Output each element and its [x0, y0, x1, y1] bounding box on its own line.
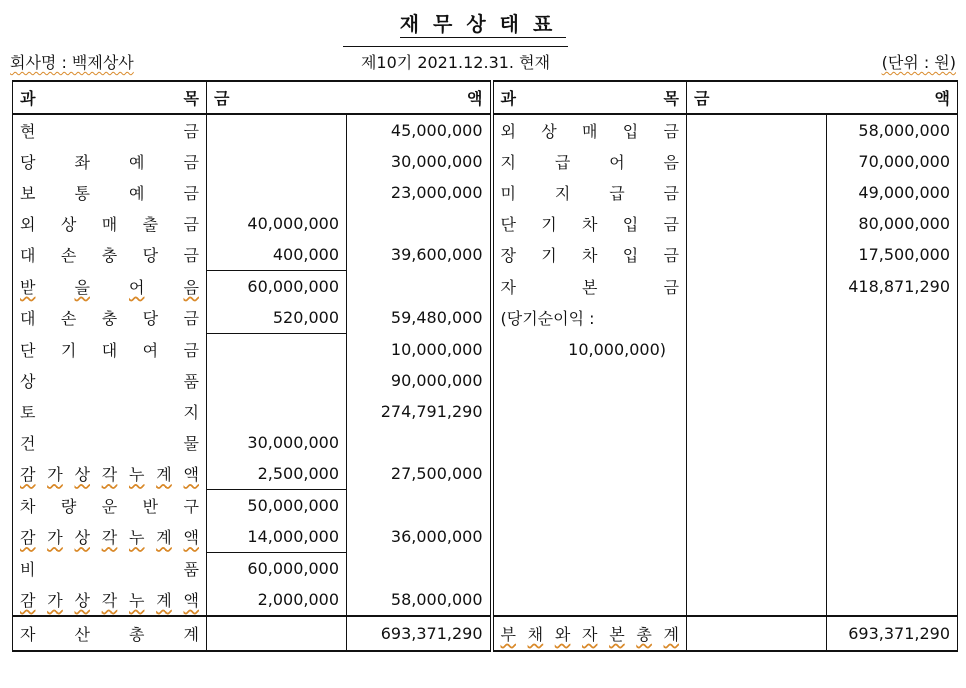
right-account-cell: [492, 553, 687, 585]
totals-row: [13, 616, 958, 651]
total-liab-equity-sub: [687, 616, 827, 651]
right-sub-amount: [687, 396, 827, 427]
left-amount: 10,000,000: [347, 334, 492, 366]
left-account-cell: 감 가 상 각 누 계 액: [13, 458, 207, 490]
right-amount: [827, 302, 958, 334]
left-account-cell: 보 통 예 금: [13, 177, 207, 208]
left-account-cell: 당 좌 예 금: [13, 146, 207, 177]
left-amount: 30,000,000: [347, 146, 492, 177]
right-account-cell: [492, 584, 687, 616]
document-title: 재무상태표: [399, 12, 567, 36]
table-row: [13, 584, 958, 616]
company-name: 회사명 : 백제상사: [10, 53, 134, 72]
right-sub-amount: [687, 553, 827, 585]
left-sub-amount: 520,000: [207, 302, 347, 334]
left-account-cell: 현 금: [13, 114, 207, 146]
table-row: [13, 458, 958, 490]
right-sub-amount: [687, 365, 827, 396]
left-sub-amount: [207, 177, 347, 208]
balance-sheet-table: [12, 80, 958, 652]
table-row: [13, 521, 958, 553]
right-amount: [827, 553, 958, 585]
total-assets-label: 자 산 총 계: [13, 616, 207, 651]
left-account-cell: 상 품: [13, 365, 207, 396]
left-amount: 59,480,000: [347, 302, 492, 334]
left-amount: 36,000,000: [347, 521, 492, 553]
left-amount: 23,000,000: [347, 177, 492, 208]
right-amount: [827, 396, 958, 427]
right-account-cell: 단 기 차 입 금: [492, 208, 687, 239]
right-sub-amount: [687, 302, 827, 334]
table-row: [13, 490, 958, 522]
left-account-cell: 감 가 상 각 누 계 액: [13, 521, 207, 553]
left-amount: [347, 208, 492, 239]
left-account-cell: 대 손 충 당 금: [13, 239, 207, 271]
left-account-cell: 단 기 대 여 금: [13, 334, 207, 366]
total-assets-amount: 693,371,290: [347, 616, 492, 651]
right-account-cell: [492, 458, 687, 490]
left-sub-amount: 60,000,000: [207, 271, 347, 303]
left-amount: 58,000,000: [347, 584, 492, 616]
right-amount: 418,871,290: [848, 276, 950, 296]
left-sub-amount: 2,500,000: [207, 458, 347, 490]
right-sub-amount: [687, 584, 827, 616]
right-account-cell: 미 지 급 금: [492, 177, 687, 208]
total-assets-sub: [207, 616, 347, 651]
left-account-cell: 건 물: [13, 427, 207, 458]
right-account-cell: 장 기 차 입 금: [492, 239, 687, 271]
right-account-cell: [492, 365, 687, 396]
left-sub-amount: 2,000,000: [207, 584, 347, 616]
header-amount-left-b: 액: [347, 81, 492, 114]
unit-label: (단위 : 원): [881, 53, 956, 72]
right-amount: 49,000,000: [858, 183, 950, 202]
net-income-note: (당기순이익 :: [500, 309, 595, 329]
left-amount: 27,500,000: [347, 458, 492, 490]
header-amount-right-b: 액: [827, 81, 958, 114]
right-sub-amount: [687, 177, 827, 208]
left-sub-amount: [207, 365, 347, 396]
left-sub-amount: [207, 334, 347, 366]
total-liab-equity-amount: 693,371,290: [827, 616, 958, 651]
left-amount: 274,791,290: [347, 396, 492, 427]
right-account-cell: 지 급 어 음: [492, 146, 687, 177]
left-account-cell: 비 품: [13, 553, 207, 585]
right-account-cell: [492, 302, 687, 334]
right-sub-amount: [687, 146, 827, 177]
right-amount: [827, 334, 958, 366]
left-sub-amount: 40,000,000: [207, 208, 347, 239]
right-amount: [827, 521, 958, 553]
left-account-cell: 감 가 상 각 누 계 액: [13, 584, 207, 616]
left-account-cell: 대 손 충 당 금: [13, 302, 207, 334]
table-row: [13, 114, 958, 146]
right-sub-amount: [687, 521, 827, 553]
right-amount: [827, 427, 958, 458]
left-amount: [347, 271, 492, 303]
right-sub-amount: [687, 490, 827, 522]
table-row: [13, 239, 958, 271]
header-row: [13, 81, 958, 114]
table-row: [13, 334, 958, 366]
left-amount: [347, 553, 492, 585]
left-sub-amount: 14,000,000: [207, 521, 347, 553]
table-row: [13, 208, 958, 239]
right-sub-amount: [687, 427, 827, 458]
left-amount: [347, 490, 492, 522]
right-amount: 58,000,000: [858, 121, 950, 140]
header-amount-left-a: 금: [207, 81, 347, 114]
right-account-cell: 자 본 금: [492, 271, 687, 303]
right-amount: [827, 365, 958, 396]
right-amount: 70,000,000: [858, 152, 950, 171]
left-amount: 45,000,000: [347, 114, 492, 146]
right-sub-amount: [687, 239, 827, 271]
left-sub-amount: [207, 396, 347, 427]
right-amount: 80,000,000: [858, 214, 950, 233]
right-amount: [827, 458, 958, 490]
total-liab-equity-label: 부 채 와 자 본 총 계: [492, 616, 687, 651]
header-account-right: 과 목: [492, 81, 687, 114]
left-sub-amount: [207, 146, 347, 177]
right-account-cell: [492, 334, 687, 366]
table-row: [13, 302, 958, 334]
left-account-cell: 차 량 운 반 구: [13, 490, 207, 522]
table-row: [13, 365, 958, 396]
left-sub-amount: 400,000: [207, 239, 347, 271]
table-row: [13, 396, 958, 427]
net-income-note: 10,000,000): [568, 339, 666, 359]
table-row: [13, 427, 958, 458]
table-row: [13, 177, 958, 208]
header-amount-right-a: 금: [687, 81, 827, 114]
left-account-cell: 외 상 매 출 금: [13, 208, 207, 239]
right-account-cell: [492, 396, 687, 427]
table-row: [13, 553, 958, 585]
left-sub-amount: [207, 114, 347, 146]
left-amount: 90,000,000: [347, 365, 492, 396]
right-account-cell: [492, 427, 687, 458]
right-amount: [827, 490, 958, 522]
left-amount: 39,600,000: [347, 239, 492, 271]
left-amount: [347, 427, 492, 458]
left-account-cell: 받 을 어 음: [13, 271, 207, 303]
left-account-cell: 토 지: [13, 396, 207, 427]
right-sub-amount: [687, 458, 827, 490]
right-sub-amount: [687, 208, 827, 239]
right-sub-amount: [687, 271, 827, 303]
right-account-cell: [492, 521, 687, 553]
report-period: 제10기 2021.12.31. 현재: [343, 46, 568, 73]
table-row: [13, 146, 958, 177]
table-row: [13, 271, 958, 303]
header-account-left: 과 목: [13, 81, 207, 114]
left-sub-amount: 50,000,000: [207, 490, 347, 522]
right-sub-amount: [687, 114, 827, 146]
right-sub-amount: [687, 334, 827, 366]
right-amount: 17,500,000: [858, 245, 950, 265]
right-account-cell: 외 상 매 입 금: [492, 114, 687, 146]
left-sub-amount: 30,000,000: [207, 427, 347, 458]
right-amount: [827, 584, 958, 616]
right-account-cell: [492, 490, 687, 522]
left-sub-amount: 60,000,000: [207, 553, 347, 585]
